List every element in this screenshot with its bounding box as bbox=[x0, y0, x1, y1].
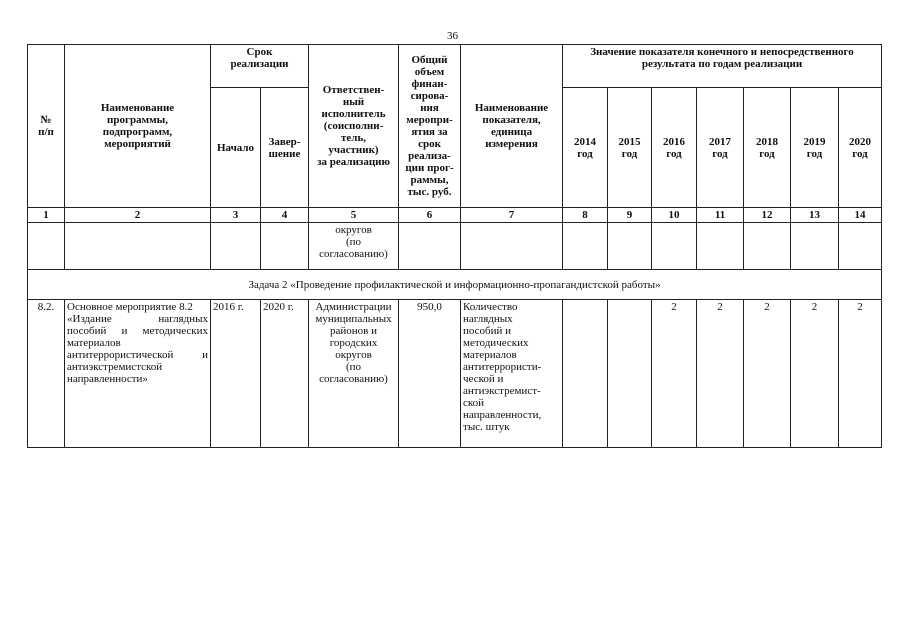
col-num: 8 bbox=[563, 208, 608, 223]
header-year-2020: 2020 год bbox=[839, 88, 882, 208]
header-volume: Общий объем финан- сирова- ния меропри- ятия за срок реализа- ции прог- раммы, тыс. руб. bbox=[399, 45, 461, 208]
item-value-2015 bbox=[608, 300, 652, 448]
table-row bbox=[28, 300, 882, 448]
col-num: 14 bbox=[839, 208, 882, 223]
task-title: Задача 2 «Проведение профилактической и информационно-пропагандистской работы» bbox=[28, 270, 882, 300]
header-values-title: Значение показателя конечного и непосредственного результата по годам реализации bbox=[563, 45, 882, 88]
col-num: 4 bbox=[261, 208, 309, 223]
col-num: 5 bbox=[309, 208, 399, 223]
col-num: 9 bbox=[608, 208, 652, 223]
header-year-2015: 2015 год bbox=[608, 88, 652, 208]
col-num: 6 bbox=[399, 208, 461, 223]
item-start: 2016 г. bbox=[211, 300, 261, 448]
item-num: 8.2. bbox=[28, 300, 65, 448]
header-indicator: Наименование показателя, единица измерения bbox=[461, 45, 563, 208]
header-term: Срок реализации bbox=[211, 45, 309, 88]
col-num: 7 bbox=[461, 208, 563, 223]
header-executor: Ответствен- ный исполнитель (соисполни- тель, участник) за реализацию bbox=[309, 45, 399, 208]
program-table bbox=[27, 44, 882, 448]
header-num: № п/п bbox=[28, 45, 65, 208]
header-start: Начало bbox=[211, 88, 261, 208]
header-year-2014: 2014 год bbox=[563, 88, 608, 208]
item-indicator: Количество наглядных пособий и методических материалов антитеррористи- ческой и антиэкстремист- ской направленности, тыс. штук bbox=[461, 300, 563, 448]
col-num: 1 bbox=[28, 208, 65, 223]
col-num: 13 bbox=[791, 208, 839, 223]
item-value-2020: 2 bbox=[839, 300, 882, 448]
col-num: 2 bbox=[65, 208, 211, 223]
item-value-2017: 2 bbox=[697, 300, 744, 448]
item-end: 2020 г. bbox=[261, 300, 309, 448]
col-num: 3 bbox=[211, 208, 261, 223]
header-year-2017: 2017 год bbox=[697, 88, 744, 208]
col-num: 10 bbox=[652, 208, 697, 223]
header-end: Завер- шение bbox=[261, 88, 309, 208]
column-numbers-row bbox=[28, 208, 882, 223]
item-name: Основное мероприятие 8.2 «Издание наглядных пособий и методических материалов антитеррористической и антиэкстремистской направленности» bbox=[65, 300, 211, 448]
header-year-2016: 2016 год bbox=[652, 88, 697, 208]
page-number: 36 bbox=[447, 30, 458, 42]
item-value-2016: 2 bbox=[652, 300, 697, 448]
continuation-row bbox=[28, 223, 882, 270]
continuation-executor: округов (по согласованию) bbox=[309, 223, 399, 270]
header-row-1 bbox=[28, 45, 882, 88]
item-value-2014 bbox=[563, 300, 608, 448]
item-value-2018: 2 bbox=[744, 300, 791, 448]
col-num: 11 bbox=[697, 208, 744, 223]
header-year-2018: 2018 год bbox=[744, 88, 791, 208]
item-value-2019: 2 bbox=[791, 300, 839, 448]
header-year-2019: 2019 год bbox=[791, 88, 839, 208]
item-volume: 950,0 bbox=[399, 300, 461, 448]
header-name: Наименование программы, подпрограмм, мероприятий bbox=[65, 45, 211, 208]
task-row bbox=[28, 270, 882, 300]
col-num: 12 bbox=[744, 208, 791, 223]
item-executor: Администрации муниципальных районов и городских округов (по согласованию) bbox=[309, 300, 399, 448]
